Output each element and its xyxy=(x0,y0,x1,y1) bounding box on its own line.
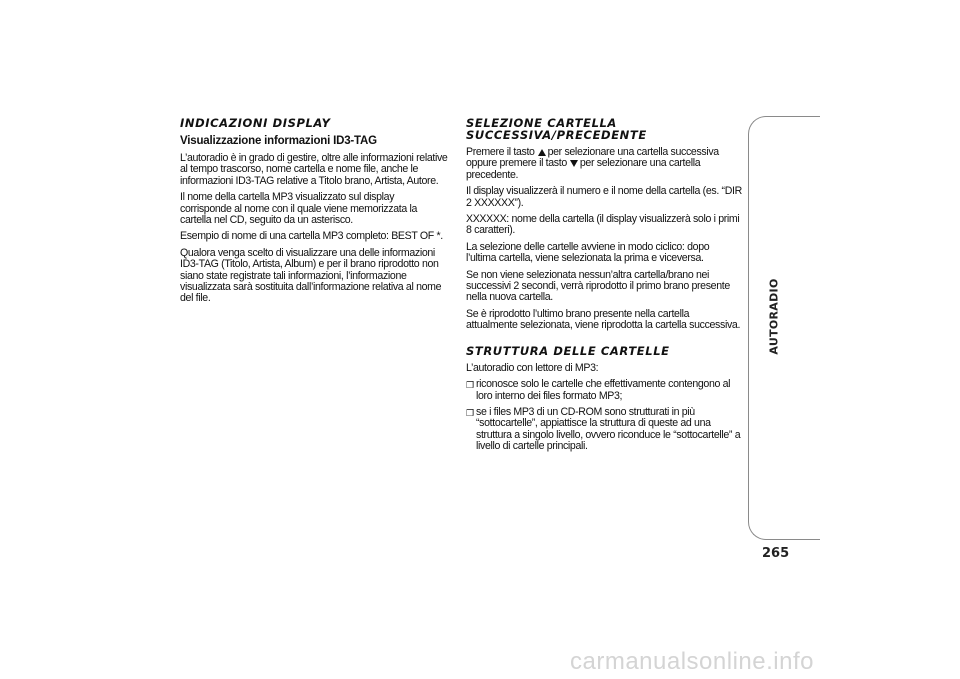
checkbox-bullet-icon: ❒ xyxy=(466,380,474,391)
section-title-folder-structure: STRUTTURA DELLE CARTELLE xyxy=(466,343,670,358)
list-item xyxy=(466,379,742,402)
arrow-down-icon xyxy=(570,160,578,167)
chapter-tab-label: AUTORADIO xyxy=(767,278,781,355)
paragraph: Se non viene selezionata nessun’altra cartella/brano nei successivi 2 secondi, verrà riprodotto il primo brano presente nella nuova cartella. xyxy=(466,268,730,304)
list-item-text: riconosce solo le cartelle che effettivamente contengono al loro interno dei files formato MP3; xyxy=(476,378,731,402)
paragraph-buttons xyxy=(466,147,742,181)
arrow-up-icon xyxy=(538,149,546,156)
paragraph: XXXXXX: nome della cartella (il display visualizzerà solo i primi 8 caratteri). xyxy=(466,213,740,237)
paragraph: Il display visualizzerà il numero e il nome della cartella (es. “DIR 2 XXXXXX”). xyxy=(466,185,742,209)
right-column xyxy=(466,117,742,458)
list-item xyxy=(466,407,742,453)
paragraph: Qualora venga scelto di visualizzare una delle informazioni ID3-TAG (Titolo, Artista, Album) e per il brano riprodotto non siano state registrate tali informazioni, l’informazione visualizzata sarà sostituita dall’informazione relativa al nome del file. xyxy=(180,246,442,305)
chapter-tab xyxy=(748,116,820,540)
subtitle-id3-tag: Visualizzazione informazioni ID3-TAG xyxy=(180,135,377,147)
paragraph: La selezione delle cartelle avviene in modo ciclico: dopo l’ultima cartella, viene selezionata la prima e viceversa. xyxy=(466,240,710,265)
checkbox-bullet-icon: ❒ xyxy=(466,407,474,418)
section-title-folder-select: SELEZIONE CARTELLA SUCCESSIVA/PRECEDENTE xyxy=(466,116,647,142)
left-column xyxy=(180,117,448,310)
section-title-display: INDICAZIONI DISPLAY xyxy=(180,116,331,130)
page-number: 265 xyxy=(762,546,790,561)
text-fragment: per selezionare una cartella successiva oppure premere il tasto xyxy=(466,146,719,170)
watermark: carmanualsonline.info xyxy=(570,648,814,675)
paragraph: Il nome della cartella MP3 visualizzato sul display corrisponde al nome con il quale viene memorizzata la cartella nel CD, seguito da un asterisco. xyxy=(180,191,418,227)
paragraph: L’autoradio è in grado di gestire, oltre alle informazioni relative al tempo trascorso, nome cartella e nome file, anche le informazioni ID3-TAG relative a Titolo brano, Artista, Autore. xyxy=(180,152,448,187)
list-item-text: se i files MP3 di un CD-ROM sono strutturati in più “sottocartelle”, appiattisce la struttura di queste ad una struttura a singolo livello, ovvero riconduce le “sottocartelle” a livello di cartelle principali. xyxy=(476,405,741,453)
text-fragment: per selezionare una cartella precedente. xyxy=(466,157,701,181)
paragraph: L’autoradio con lettore di MP3: xyxy=(466,361,599,374)
text-fragment: Premere il tasto xyxy=(466,146,535,158)
paragraph: Esempio di nome di una cartella MP3 completo: BEST OF *. xyxy=(180,230,443,243)
paragraph: Se è riprodotto l’ultimo brano presente nella cartella attualmente selezionata, viene riprodotta la cartella successiva. xyxy=(466,307,741,332)
